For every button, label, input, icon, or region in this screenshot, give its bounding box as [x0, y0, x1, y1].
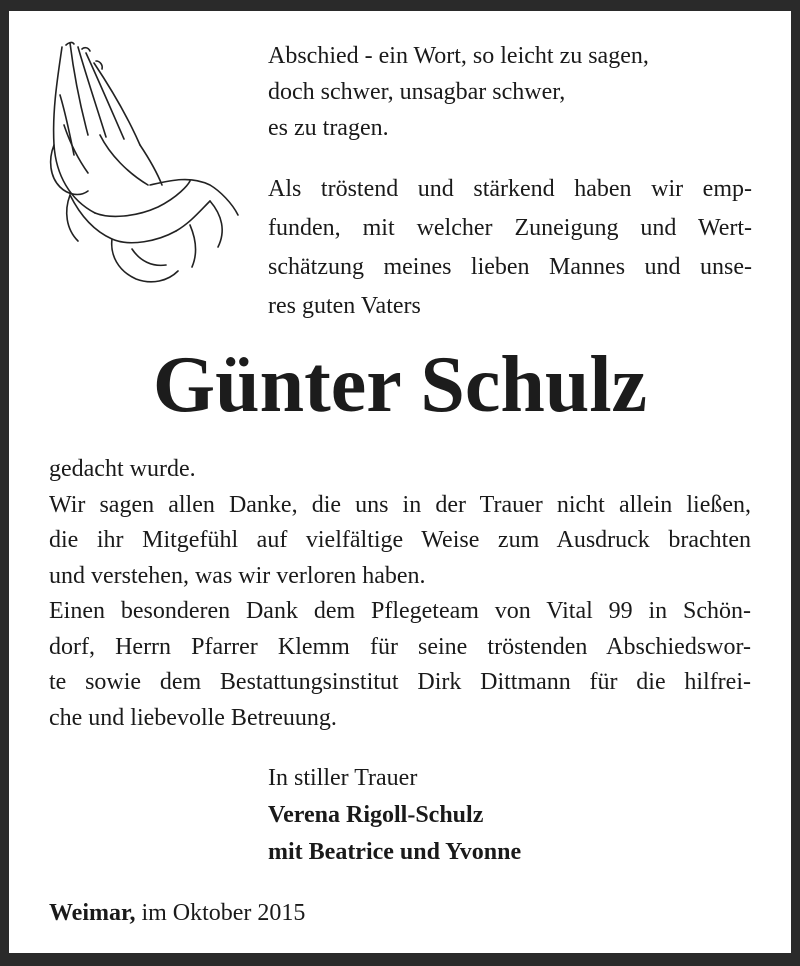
- intro-line: res guten Vaters: [268, 293, 421, 319]
- intro-line: schätzung meines lieben Mannes und unse-: [268, 254, 752, 280]
- praying-hands-icon: [40, 35, 240, 285]
- deceased-name: Günter Schulz: [152, 341, 648, 429]
- body-line: te sowie dem Bestattungsinstitut Dirk Dittmann für die hilfrei-: [49, 669, 751, 695]
- intro-line: funden, mit welcher Zuneigung und Wert-: [268, 215, 752, 241]
- date: im Oktober 2015: [135, 900, 306, 926]
- farewell-poem: [268, 38, 758, 146]
- body-line: und verstehen, was wir verloren haben.: [49, 562, 426, 589]
- poem-line: doch schwer, unsagbar schwer,: [268, 79, 566, 105]
- thanks-paragraph: [49, 452, 751, 736]
- poem-line: es zu tragen.: [268, 115, 389, 141]
- body-line: dorf, Herrn Pfarrer Klemm für seine tröstenden Abschiedswor-: [49, 633, 751, 660]
- intro-line: Als tröstend und stärkend haben wir emp-: [268, 176, 752, 202]
- body-line: die ihr Mitgefühl auf vielfältige Weise zum Ausdruck brachten: [49, 527, 751, 553]
- mourning-phrase: In stiller Trauer: [268, 765, 418, 791]
- family-names: mit Beatrice und Yvonne: [268, 839, 522, 865]
- body-line: gedacht wurde.: [49, 456, 196, 482]
- body-line: che und liebevolle Betreuung.: [49, 704, 337, 731]
- poem-line: Abschied - ein Wort, so leicht zu sagen,: [268, 43, 649, 69]
- mourner-name: Verena Rigoll-Schulz: [268, 802, 484, 828]
- signature-block: [268, 760, 521, 871]
- place-date: [49, 895, 305, 931]
- body-line: Einen besonderen Dank dem Pflegeteam von Vital 99 in Schön-: [49, 598, 751, 624]
- body-line: Wir sagen allen Danke, die uns in der Trauer nicht allein ließen,: [49, 491, 751, 518]
- intro-paragraph: [268, 170, 752, 326]
- place: Weimar,: [49, 900, 136, 926]
